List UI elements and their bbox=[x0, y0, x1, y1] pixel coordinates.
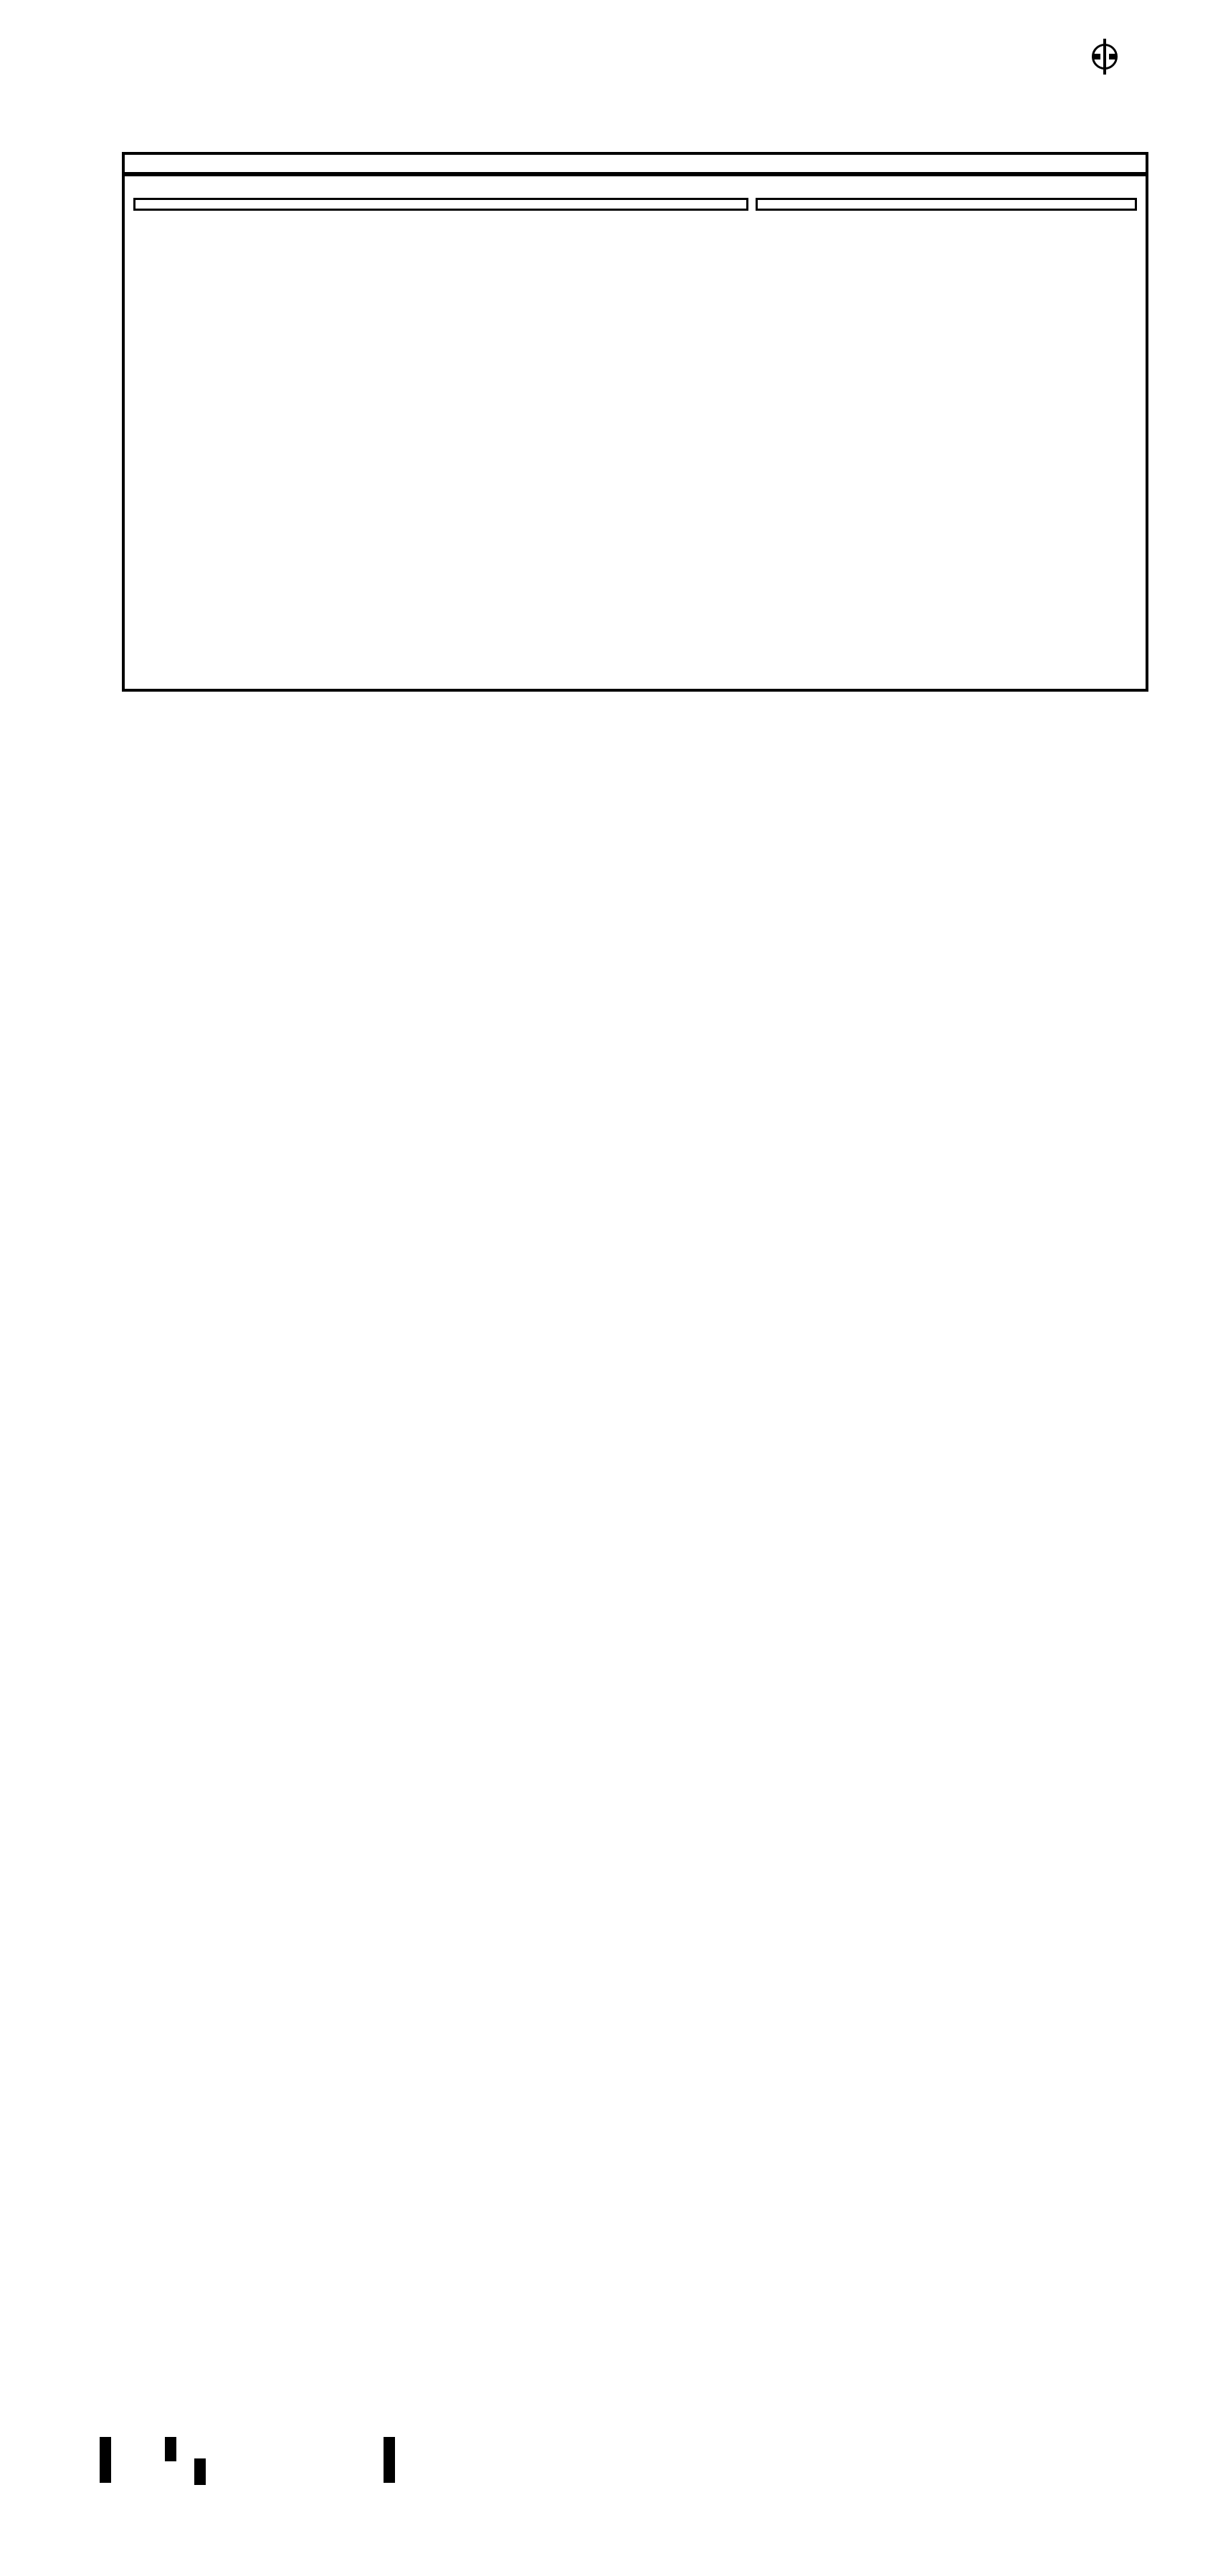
print-calibration-bar bbox=[100, 2437, 111, 2483]
top-timing-mark-strip bbox=[41, 82, 1188, 137]
county-section bbox=[125, 155, 1146, 176]
instructions-row bbox=[133, 198, 1137, 211]
bottom-timing-mark-strip bbox=[34, 2498, 933, 2548]
print-calibration-bar bbox=[165, 2437, 176, 2461]
warning-box bbox=[756, 198, 1137, 211]
registration-crosshair-icon bbox=[1087, 39, 1123, 75]
print-calibration-bar bbox=[194, 2458, 206, 2485]
to-vote-box bbox=[133, 198, 748, 211]
ballot-header-box bbox=[122, 152, 1148, 692]
print-calibration-bar bbox=[384, 2437, 395, 2483]
